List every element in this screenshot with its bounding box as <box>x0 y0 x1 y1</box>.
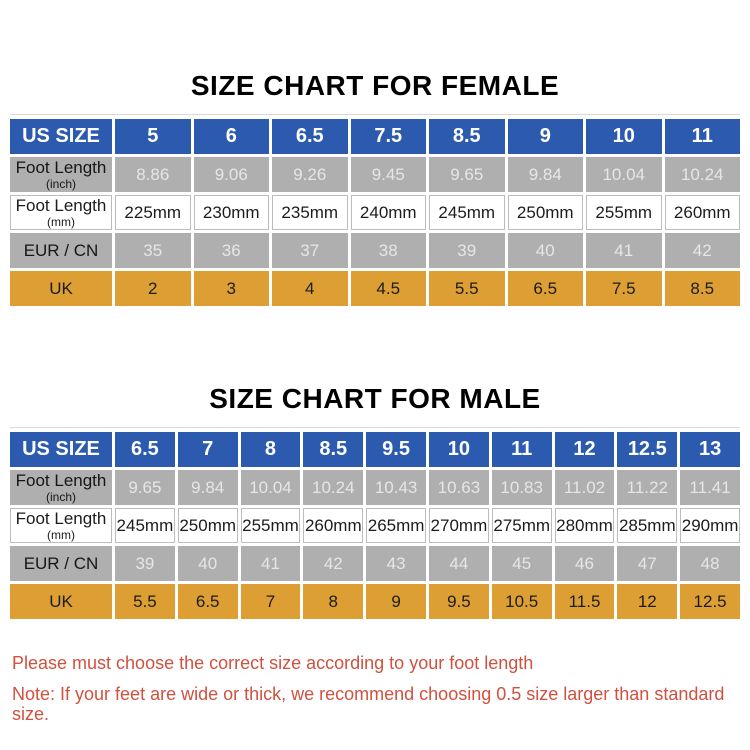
table-cell: 39 <box>115 546 175 581</box>
table-cell: 44 <box>429 546 489 581</box>
table-cell: 7.5 <box>586 271 662 306</box>
row-label-eur-cn: EUR / CN <box>10 233 112 268</box>
table-cell: 40 <box>178 546 238 581</box>
table-cell: 40 <box>508 233 584 268</box>
row-label-foot-length: Foot Length (mm) <box>10 195 112 230</box>
note-wide-feet-recommendation: Note: If your feet are wide or thick, we recommend choosing 0.5 size larger than standard size. <box>12 684 725 724</box>
table-cell: 250mm <box>178 508 238 543</box>
table-cell: 12 <box>555 432 615 467</box>
table-cell: 38 <box>351 233 427 268</box>
row-label-eur-cn: EUR / CN <box>10 546 112 581</box>
table-cell: 230mm <box>194 195 270 230</box>
table-cell: 255mm <box>586 195 662 230</box>
table-cell: 6.5 <box>178 584 238 619</box>
table-cell: 280mm <box>555 508 615 543</box>
table-cell: 47 <box>617 546 677 581</box>
table-cell: 6.5 <box>272 119 348 154</box>
table-cell: 9 <box>366 584 426 619</box>
male-size-table <box>10 432 740 619</box>
table-cell: 9 <box>508 119 584 154</box>
table-cell: 10.04 <box>586 157 662 192</box>
row-label-us-size: US SIZE <box>10 119 112 154</box>
table-cell: 9.45 <box>351 157 427 192</box>
table-cell: 7 <box>241 584 301 619</box>
table-cell: 13 <box>680 432 740 467</box>
row-label-foot-length: Foot Length (inch) <box>10 157 112 192</box>
table-cell: 285mm <box>617 508 677 543</box>
table-cell: 235mm <box>272 195 348 230</box>
table-cell: 43 <box>366 546 426 581</box>
table-cell: 35 <box>115 233 191 268</box>
female-table-wrap <box>10 114 740 306</box>
table-cell: 11.41 <box>680 470 740 505</box>
table-cell: 9.5 <box>429 584 489 619</box>
table-cell: 270mm <box>429 508 489 543</box>
table-cell: 9.65 <box>115 470 175 505</box>
row-label-uk: UK <box>10 584 112 619</box>
table-cell: 7 <box>178 432 238 467</box>
female-size-table <box>10 119 740 306</box>
table-cell: 9.06 <box>194 157 270 192</box>
female-chart-title: SIZE CHART FOR FEMALE <box>190 70 560 101</box>
table-cell: 2 <box>115 271 191 306</box>
table-cell: 5 <box>115 119 191 154</box>
table-cell: 46 <box>555 546 615 581</box>
table-cell: 48 <box>680 546 740 581</box>
table-cell: 6.5 <box>115 432 175 467</box>
row-label-foot-length: Foot Length (inch) <box>10 470 112 505</box>
table-cell: 8.5 <box>665 271 741 306</box>
table-cell: 10.83 <box>492 470 552 505</box>
table-cell: 3 <box>194 271 270 306</box>
table-cell: 9.65 <box>429 157 505 192</box>
table-cell: 245mm <box>115 508 175 543</box>
table-cell: 11.5 <box>555 584 615 619</box>
table-cell: 42 <box>665 233 741 268</box>
table-cell: 260mm <box>303 508 363 543</box>
note-choose-correct-size: Please must choose the correct size according to your foot length <box>12 653 534 673</box>
table-cell: 290mm <box>680 508 740 543</box>
table-cell: 9.5 <box>366 432 426 467</box>
row-label-foot-length: Foot Length (mm) <box>10 508 112 543</box>
table-cell: 255mm <box>241 508 301 543</box>
table-cell: 260mm <box>665 195 741 230</box>
table-cell: 9.84 <box>508 157 584 192</box>
table-cell: 10.63 <box>429 470 489 505</box>
table-cell: 42 <box>303 546 363 581</box>
table-cell: 36 <box>194 233 270 268</box>
table-cell: 8 <box>241 432 301 467</box>
table-cell: 10 <box>429 432 489 467</box>
table-cell: 10.24 <box>303 470 363 505</box>
table-cell: 12 <box>617 584 677 619</box>
table-cell: 41 <box>241 546 301 581</box>
table-cell: 10.24 <box>665 157 741 192</box>
table-cell: 5.5 <box>115 584 175 619</box>
male-chart-title: SIZE CHART FOR MALE <box>209 383 541 414</box>
table-cell: 11 <box>492 432 552 467</box>
table-cell: 11.02 <box>555 470 615 505</box>
table-cell: 6 <box>194 119 270 154</box>
table-cell: 10.04 <box>241 470 301 505</box>
table-cell: 12.5 <box>680 584 740 619</box>
table-cell: 11.22 <box>617 470 677 505</box>
table-cell: 45 <box>492 546 552 581</box>
table-cell: 250mm <box>508 195 584 230</box>
table-cell: 9.26 <box>272 157 348 192</box>
table-cell: 41 <box>586 233 662 268</box>
table-cell: 10.5 <box>492 584 552 619</box>
table-cell: 7.5 <box>351 119 427 154</box>
table-cell: 5.5 <box>429 271 505 306</box>
table-cell: 37 <box>272 233 348 268</box>
table-cell: 265mm <box>366 508 426 543</box>
table-cell: 11 <box>665 119 741 154</box>
table-cell: 8.5 <box>303 432 363 467</box>
row-label-us-size: US SIZE <box>10 432 112 467</box>
row-label-uk: UK <box>10 271 112 306</box>
footer-notes <box>12 653 750 724</box>
table-cell: 9.84 <box>178 470 238 505</box>
table-cell: 240mm <box>351 195 427 230</box>
table-cell: 10.43 <box>366 470 426 505</box>
table-cell: 10 <box>586 119 662 154</box>
table-cell: 4 <box>272 271 348 306</box>
table-cell: 225mm <box>115 195 191 230</box>
table-cell: 8.5 <box>429 119 505 154</box>
table-cell: 39 <box>429 233 505 268</box>
table-cell: 275mm <box>492 508 552 543</box>
table-cell: 6.5 <box>508 271 584 306</box>
table-cell: 8 <box>303 584 363 619</box>
table-cell: 8.86 <box>115 157 191 192</box>
male-table-wrap <box>10 427 740 619</box>
table-cell: 245mm <box>429 195 505 230</box>
table-cell: 12.5 <box>617 432 677 467</box>
table-cell: 4.5 <box>351 271 427 306</box>
